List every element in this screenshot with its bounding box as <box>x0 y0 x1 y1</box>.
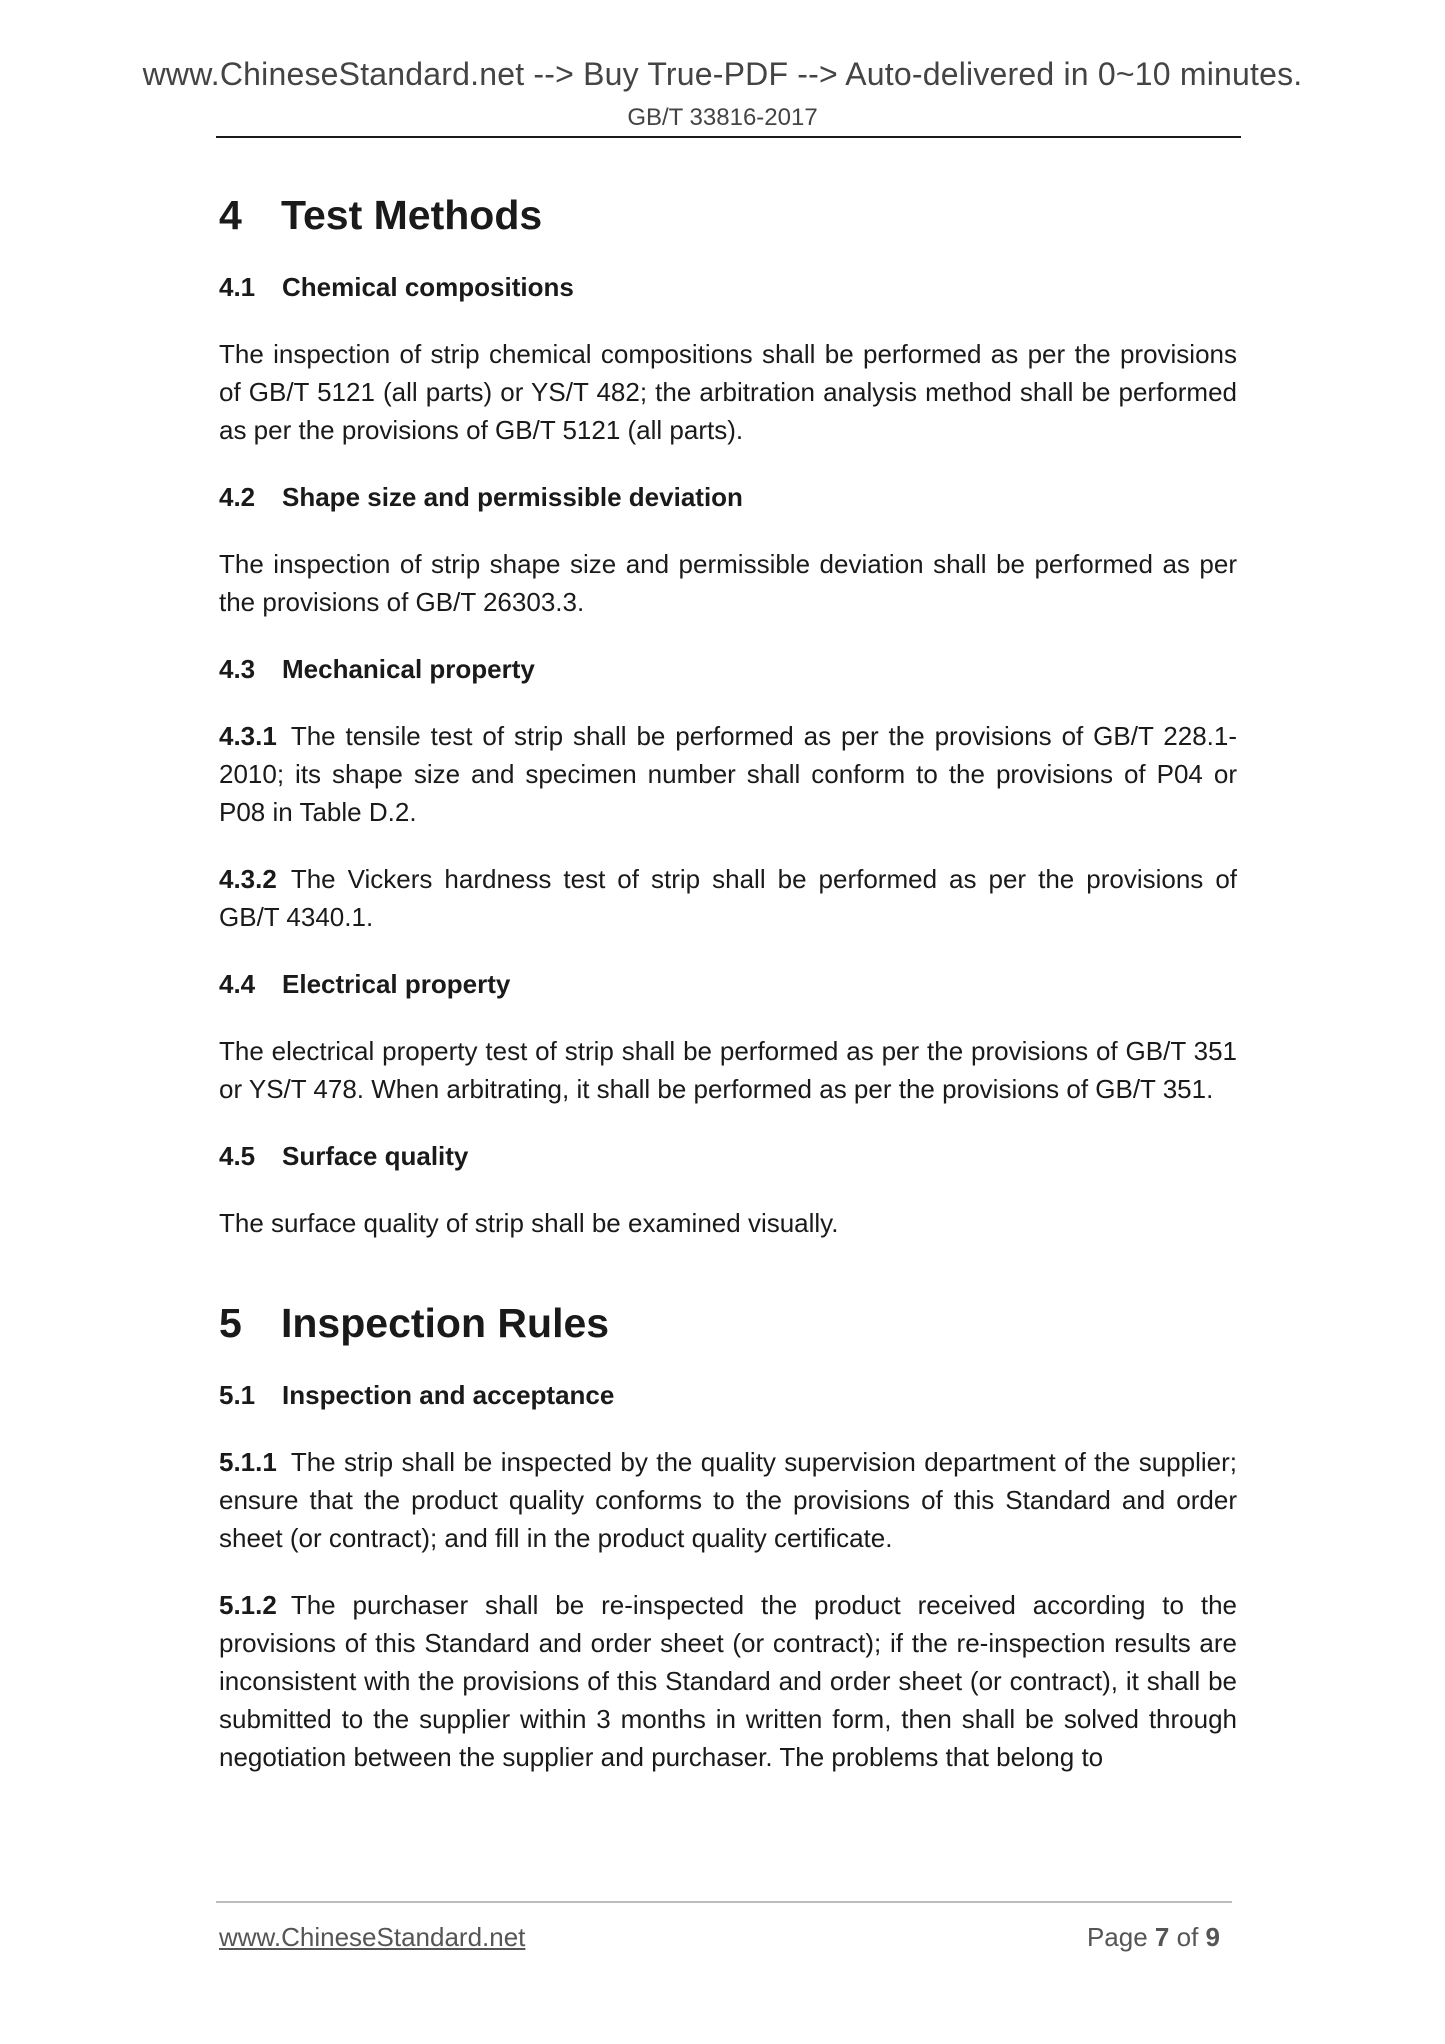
paragraph-4-3-2 <box>219 860 1237 936</box>
page-total: 9 <box>1205 1922 1220 1952</box>
page-current: 7 <box>1154 1922 1170 1952</box>
paragraph-4-1: The inspection of strip chemical compositions shall be performed as per the provisions of GB/T 5121 (all parts) or YS/T 482; the arbitration analysis method shall be performed as per the provisions of GB/T 5121 (all parts). <box>219 339 1237 445</box>
clause-title-text: Test Methods <box>281 192 543 238</box>
page-word: Page <box>1086 1922 1148 1952</box>
standard-code: GB/T 33816-2017 <box>627 104 818 131</box>
paragraph-4-2: The inspection of strip shape size and permissible deviation shall be performed as per the provisions of GB/T 26303.3. <box>219 549 1237 617</box>
subclause-4-1-title <box>219 268 1237 306</box>
paragraph-text: The tensile test of strip shall be performed as per the provisions of GB/T 228.1-2010; its shape size and specimen number shall conform to the provisions of P04 or P08 in Table D.2. <box>219 721 1237 827</box>
paragraph-number: 5.1.2 <box>219 1590 277 1620</box>
subclause-4-2-title <box>219 478 1237 516</box>
clause-title-text: Inspection Rules <box>281 1300 610 1346</box>
header-divider <box>216 136 1241 138</box>
paragraph-5-1-1 <box>219 1443 1237 1557</box>
paragraph-number: 5.1.1 <box>219 1447 277 1477</box>
paragraph-4-3-1 <box>219 717 1237 831</box>
paragraph-number: 4.3.2 <box>219 864 277 894</box>
paragraph-text: The strip shall be inspected by the quality supervision department of the supplier; ensure that the product quality conforms to the provisions of this Standard and order sheet (or contract); and fill in the product quality certificate. <box>219 1447 1237 1553</box>
subclause-title-text: Electrical property <box>282 969 511 999</box>
page-content <box>219 186 1237 1776</box>
paragraph-text: The Vickers hardness test of strip shall be performed as per the provisions of GB/T 4340.1. <box>219 864 1237 932</box>
clause-4-title <box>219 186 1237 244</box>
page-number <box>1087 1922 1220 1953</box>
subclause-title-text: Shape size and permissible deviation <box>282 482 743 512</box>
footer-website-link[interactable]: www.ChineseStandard.net <box>219 1922 526 1952</box>
subclause-title-text: Chemical compositions <box>282 272 574 302</box>
paragraph-4-5: The surface quality of strip shall be examined visually. <box>219 1208 839 1238</box>
subclause-number: 4.2 <box>219 482 256 512</box>
paragraph-5-1-2 <box>219 1586 1237 1776</box>
clause-number: 5 <box>219 1300 242 1346</box>
footer-divider <box>216 1901 1232 1903</box>
page-of: of <box>1176 1922 1199 1952</box>
clause-number: 4 <box>219 192 242 238</box>
subclause-4-5-title <box>219 1137 1237 1175</box>
subclause-number: 4.1 <box>219 272 256 302</box>
subclause-4-4-title <box>219 965 1237 1003</box>
subclause-4-3-title <box>219 650 1237 688</box>
top-banner: www.ChineseStandard.net --> Buy True-PDF --> Auto-delivered in 0~10 minutes. <box>142 56 1303 92</box>
subclause-title-text: Mechanical property <box>282 654 535 684</box>
subclause-title-text: Inspection and acceptance <box>282 1380 615 1410</box>
clause-5-title <box>219 1294 1237 1352</box>
subclause-number: 4.3 <box>219 654 256 684</box>
paragraph-4-4: The electrical property test of strip shall be performed as per the provisions of GB/T 351 or YS/T 478. When arbitrating, it shall be performed as per the provisions of GB/T 351. <box>219 1036 1237 1104</box>
paragraph-number: 4.3.1 <box>219 721 277 751</box>
subclause-number: 4.5 <box>219 1141 256 1171</box>
subclause-number: 5.1 <box>219 1380 256 1410</box>
paragraph-text: The purchaser shall be re-inspected the product received according to the provisions of this Standard and order sheet (or contract); if the re-inspection results are inconsistent with the provisions of this Standard and order sheet (or contract), it shall be submitted to the supplier within 3 months in written form, then shall be solved through negotiation between the supplier and purchaser. The problems that belong to <box>219 1590 1237 1772</box>
subclause-number: 4.4 <box>219 969 256 999</box>
subclause-5-1-title <box>219 1376 1237 1414</box>
subclause-title-text: Surface quality <box>282 1141 469 1171</box>
